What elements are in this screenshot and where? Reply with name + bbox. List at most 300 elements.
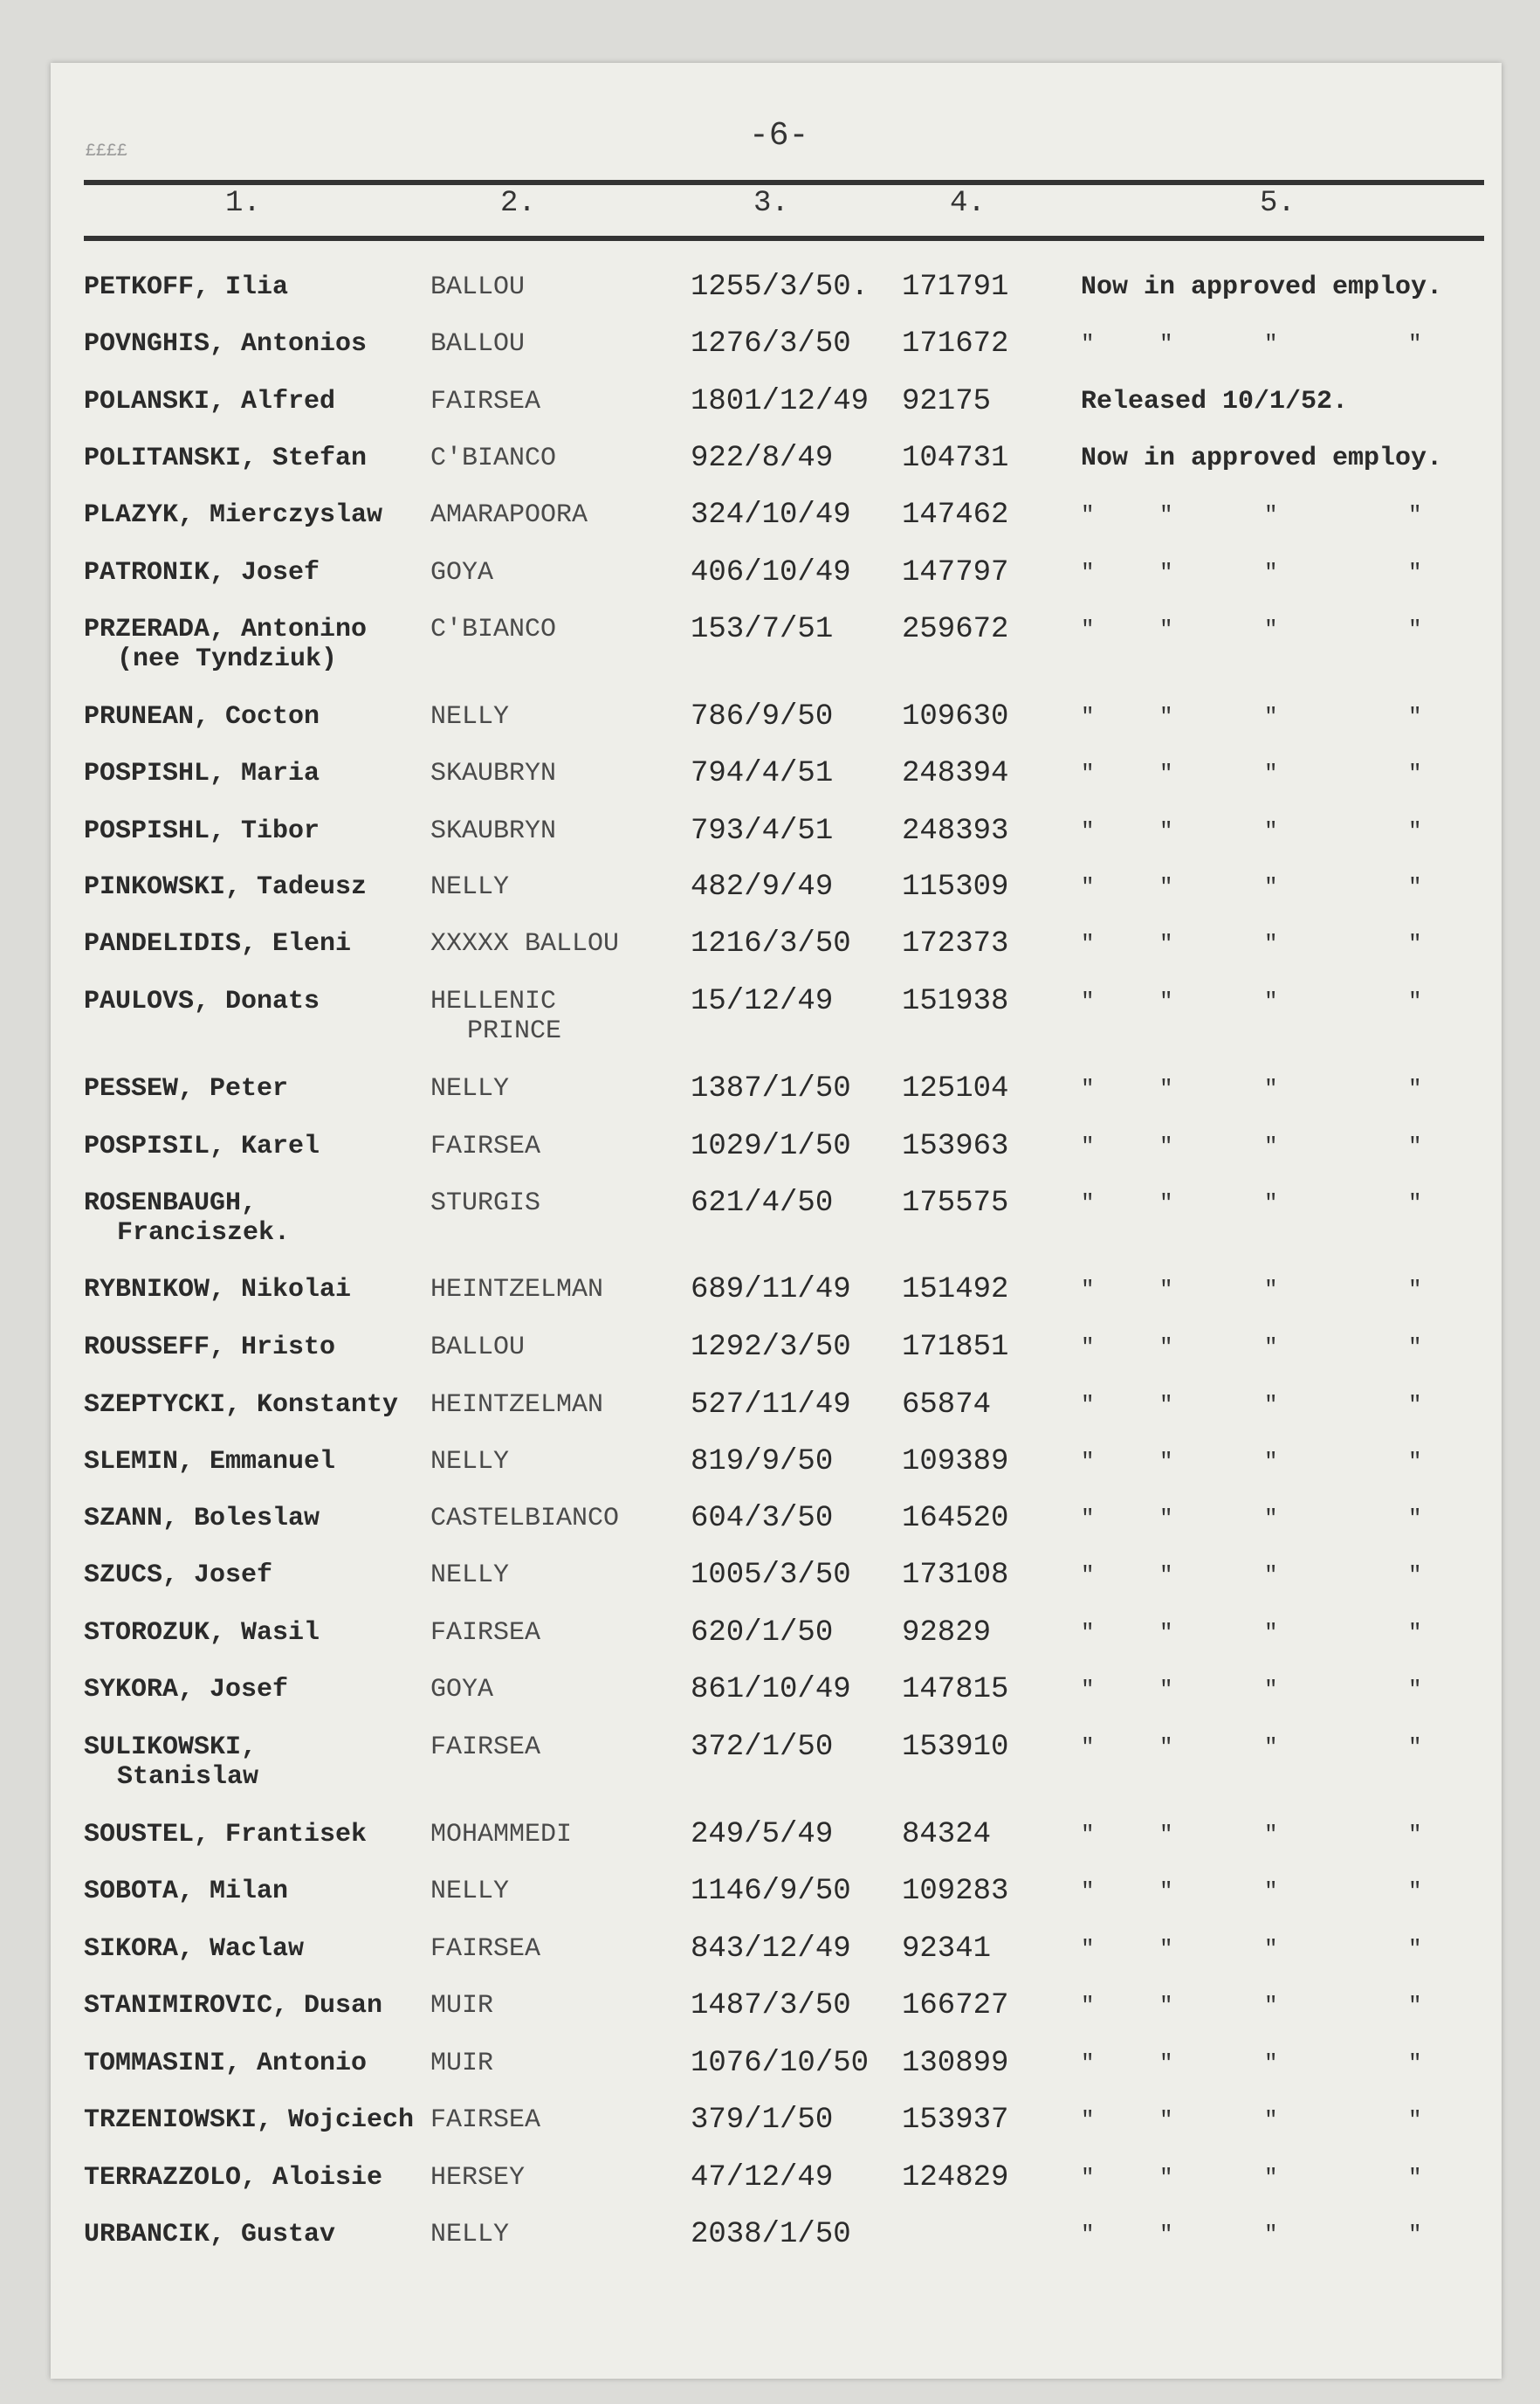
employment-status: Now in approved employ. bbox=[1081, 444, 1443, 473]
column-header-3: 3. bbox=[753, 187, 789, 220]
ship-name bbox=[430, 759, 556, 789]
registration-number: 92175 bbox=[902, 385, 992, 418]
status-ditto-mark: " bbox=[1408, 1822, 1422, 1848]
person-name bbox=[84, 2105, 414, 2135]
reference-number: 922/8/49 bbox=[691, 442, 834, 475]
ship-name-line1: HEINTZELMAN bbox=[430, 1275, 604, 1305]
registration-number: 84324 bbox=[902, 1818, 992, 1851]
status-ditto-mark: " bbox=[1264, 1878, 1278, 1905]
person-name-line1: TOMMASINI, Antonio bbox=[84, 2049, 368, 2078]
reference-number: 527/11/49 bbox=[691, 1388, 851, 1422]
status-ditto-mark: " bbox=[1264, 1562, 1278, 1588]
ship-name-line1: GOYA bbox=[430, 1675, 494, 1705]
person-name-line1: PLAZYK, Mierczyslaw bbox=[84, 500, 383, 530]
reference-number: 1255/3/50. bbox=[691, 271, 870, 304]
status-ditto-mark: " bbox=[1264, 1076, 1278, 1102]
ship-name-line1: GOYA bbox=[430, 558, 494, 588]
column-header-4: 4. bbox=[950, 187, 986, 220]
person-name-line1: URBANCIK, Gustav bbox=[84, 2220, 336, 2249]
status-ditto-mark: " bbox=[1408, 1505, 1422, 1532]
registration-number: 175575 bbox=[902, 1187, 1009, 1220]
status-ditto-mark: " bbox=[1159, 818, 1173, 844]
status-ditto: " bbox=[1081, 1822, 1095, 1848]
person-name bbox=[84, 1188, 290, 1248]
status-ditto: " bbox=[1081, 560, 1095, 586]
ship-name-line1: STURGIS bbox=[430, 1188, 541, 1218]
registration-number: 104731 bbox=[902, 442, 1009, 475]
person-name-line2: (nee Tyndziuk) bbox=[117, 644, 338, 674]
reference-number: 249/5/49 bbox=[691, 1818, 834, 1851]
status-ditto: " bbox=[1081, 1277, 1095, 1303]
status-ditto-mark: " bbox=[1159, 1190, 1173, 1216]
ship-name-line1: FAIRSEA bbox=[430, 1132, 541, 1161]
status-ditto-mark: " bbox=[1159, 616, 1173, 643]
person-name bbox=[84, 1877, 288, 1906]
reference-number: 1076/10/50 bbox=[691, 2047, 870, 2080]
person-name-line1: ROSENBAUGH, bbox=[84, 1188, 258, 1218]
ship-name bbox=[430, 702, 509, 732]
person-name bbox=[84, 872, 367, 902]
ship-name-line1: SKAUBRYN bbox=[430, 759, 557, 789]
status-ditto-mark: " bbox=[1408, 704, 1422, 730]
registration-number: 171851 bbox=[902, 1331, 1009, 1364]
ship-name-line1: NELLY bbox=[430, 872, 510, 902]
person-name-line1: PRUNEAN, Cocton bbox=[84, 702, 320, 732]
registration-number: 92341 bbox=[902, 1932, 992, 1966]
status-ditto-mark: " bbox=[1159, 1449, 1173, 1475]
status-ditto: " bbox=[1081, 761, 1095, 787]
person-name bbox=[84, 1074, 288, 1104]
status-ditto: " bbox=[1081, 1392, 1095, 1418]
person-name bbox=[84, 1732, 258, 1792]
status-ditto-mark: " bbox=[1264, 1392, 1278, 1418]
ship-name-line1: AMARAPOORA bbox=[430, 500, 588, 530]
status-ditto-mark: " bbox=[1408, 2050, 1422, 2077]
ship-name bbox=[430, 387, 540, 417]
status-ditto: " bbox=[1081, 818, 1095, 844]
reference-number: 1487/3/50 bbox=[691, 1989, 851, 2022]
ship-name-line1: BALLOU bbox=[430, 1333, 526, 1362]
page-number: -6- bbox=[749, 117, 809, 155]
reference-number: 324/10/49 bbox=[691, 499, 851, 532]
registration-number: 171672 bbox=[902, 327, 1009, 361]
ship-name-line1: NELLY bbox=[430, 2220, 510, 2249]
status-ditto-mark: " bbox=[1408, 560, 1422, 586]
ship-name bbox=[430, 615, 556, 644]
person-name-line1: TERRAZZOLO, Aloisie bbox=[84, 2163, 383, 2193]
registration-number: 153910 bbox=[902, 1731, 1009, 1764]
person-name-line1: PINKOWSKI, Tadeusz bbox=[84, 872, 368, 902]
status-ditto-mark: " bbox=[1159, 2050, 1173, 2077]
status-ditto: " bbox=[1081, 874, 1095, 900]
column-header-1: 1. bbox=[225, 187, 261, 220]
reference-number: 1801/12/49 bbox=[691, 385, 870, 418]
reference-number: 786/9/50 bbox=[691, 700, 834, 734]
person-name-line1: SIKORA, Waclaw bbox=[84, 1934, 305, 1964]
ship-name-line1: NELLY bbox=[430, 702, 510, 732]
status-ditto-mark: " bbox=[1264, 931, 1278, 957]
ship-name bbox=[430, 1560, 509, 1590]
reference-number: 153/7/51 bbox=[691, 613, 834, 646]
reference-number: 689/11/49 bbox=[691, 1273, 851, 1306]
ship-name bbox=[430, 558, 493, 588]
status-ditto: " bbox=[1081, 1334, 1095, 1360]
registration-number: 166727 bbox=[902, 1989, 1009, 2022]
person-name bbox=[84, 759, 320, 789]
person-name bbox=[84, 1333, 335, 1362]
registration-number: 109389 bbox=[902, 1445, 1009, 1478]
person-name-line1: SULIKOWSKI, bbox=[84, 1732, 258, 1762]
reference-number: 843/12/49 bbox=[691, 1932, 851, 1966]
person-name bbox=[84, 1820, 367, 1849]
status-ditto-mark: " bbox=[1159, 1620, 1173, 1646]
ship-name bbox=[430, 1132, 540, 1161]
registration-number: 151492 bbox=[902, 1273, 1009, 1306]
status-ditto: " bbox=[1081, 1133, 1095, 1160]
status-ditto: " bbox=[1081, 1936, 1095, 1962]
status-ditto: " bbox=[1081, 704, 1095, 730]
person-name-line1: POVNGHIS, Antonios bbox=[84, 329, 368, 359]
person-name bbox=[84, 1447, 335, 1477]
person-name-line1: SOUSTEL, Frantisek bbox=[84, 1820, 368, 1849]
status-ditto-mark: " bbox=[1159, 331, 1173, 357]
status-ditto-mark: " bbox=[1408, 1734, 1422, 1760]
ship-name bbox=[430, 329, 525, 359]
person-name bbox=[84, 615, 367, 674]
reference-number: 861/10/49 bbox=[691, 1673, 851, 1706]
ship-name bbox=[430, 272, 525, 302]
person-name-line1: POLITANSKI, Stefan bbox=[84, 444, 368, 473]
status-ditto-mark: " bbox=[1159, 1505, 1173, 1532]
person-name bbox=[84, 1675, 288, 1705]
registration-number: 109283 bbox=[902, 1875, 1009, 1908]
ship-name bbox=[430, 1618, 540, 1648]
person-name-line2: Stanislaw bbox=[117, 1762, 259, 1792]
person-name-line1: SOBOTA, Milan bbox=[84, 1877, 289, 1906]
status-ditto-mark: " bbox=[1408, 502, 1422, 528]
status-ditto-mark: " bbox=[1408, 1993, 1422, 2019]
status-ditto-mark: " bbox=[1159, 1993, 1173, 2019]
person-name bbox=[84, 1275, 351, 1305]
ship-name bbox=[430, 1675, 493, 1705]
ship-name bbox=[430, 500, 588, 530]
reference-number: 1029/1/50 bbox=[691, 1130, 851, 1163]
status-ditto-mark: " bbox=[1264, 704, 1278, 730]
status-ditto-mark: " bbox=[1408, 1392, 1422, 1418]
ship-name bbox=[430, 1447, 509, 1477]
person-name bbox=[84, 558, 320, 588]
ship-name bbox=[430, 1991, 493, 2021]
status-ditto-mark: " bbox=[1264, 1334, 1278, 1360]
status-ditto: " bbox=[1081, 1993, 1095, 2019]
person-name bbox=[84, 929, 351, 959]
status-ditto-mark: " bbox=[1159, 1677, 1173, 1703]
person-name-line1: PAULOVS, Donats bbox=[84, 987, 320, 1016]
ship-name-line1: CASTELBIANCO bbox=[430, 1504, 620, 1533]
ship-name-line1: HELLENIC bbox=[430, 987, 557, 1016]
ship-name-line1: C'BIANCO bbox=[430, 615, 557, 644]
ship-name-line1: NELLY bbox=[430, 1074, 510, 1104]
status-ditto: " bbox=[1081, 1076, 1095, 1102]
registration-number: 147815 bbox=[902, 1673, 1009, 1706]
ship-name-line1: FAIRSEA bbox=[430, 2105, 541, 2135]
ship-name bbox=[430, 1877, 509, 1906]
status-ditto-mark: " bbox=[1264, 1505, 1278, 1532]
registration-number: 171791 bbox=[902, 271, 1009, 304]
person-name-line1: POSPISHL, Maria bbox=[84, 759, 320, 789]
registration-number: 130899 bbox=[902, 2047, 1009, 2080]
status-ditto-mark: " bbox=[1408, 1449, 1422, 1475]
column-header-5: 5. bbox=[1260, 187, 1296, 220]
status-ditto-mark: " bbox=[1408, 1936, 1422, 1962]
registration-number: 153937 bbox=[902, 2104, 1009, 2137]
status-ditto-mark: " bbox=[1408, 761, 1422, 787]
person-name-line1: SZUCS, Josef bbox=[84, 1560, 273, 1590]
status-ditto-mark: " bbox=[1408, 2165, 1422, 2191]
ship-name-line2: PRINCE bbox=[467, 1016, 562, 1046]
status-ditto-mark: " bbox=[1408, 2221, 1422, 2248]
status-ditto: " bbox=[1081, 1190, 1095, 1216]
ship-name bbox=[430, 2163, 525, 2193]
status-ditto-mark: " bbox=[1264, 988, 1278, 1015]
column-header-2: 2. bbox=[500, 187, 536, 220]
reference-number: 406/10/49 bbox=[691, 556, 851, 589]
ship-name bbox=[430, 816, 556, 846]
registration-number: 92829 bbox=[902, 1616, 992, 1650]
reference-number: 2038/1/50 bbox=[691, 2218, 851, 2251]
reference-number: 819/9/50 bbox=[691, 1445, 834, 1478]
status-ditto-mark: " bbox=[1408, 331, 1422, 357]
ship-name bbox=[430, 1390, 603, 1420]
status-ditto: " bbox=[1081, 1449, 1095, 1475]
person-name-line2: Franciszek. bbox=[117, 1218, 291, 1248]
status-ditto-mark: " bbox=[1408, 1878, 1422, 1905]
ship-name-line1: NELLY bbox=[430, 1560, 510, 1590]
ship-name-line1: FAIRSEA bbox=[430, 1732, 541, 1762]
reference-number: 15/12/49 bbox=[691, 985, 834, 1018]
status-ditto-mark: " bbox=[1159, 988, 1173, 1015]
status-ditto-mark: " bbox=[1408, 1677, 1422, 1703]
person-name-line1: PRZERADA, Antonino bbox=[84, 615, 368, 644]
person-name bbox=[84, 329, 367, 359]
person-name-line1: SZEPTYCKI, Konstanty bbox=[84, 1390, 399, 1420]
ship-name bbox=[430, 987, 561, 1046]
ship-name bbox=[430, 1820, 572, 1849]
status-ditto: " bbox=[1081, 616, 1095, 643]
status-ditto-mark: " bbox=[1159, 2221, 1173, 2248]
person-name bbox=[84, 1390, 398, 1420]
ship-name-line1: C'BIANCO bbox=[430, 444, 557, 473]
person-name bbox=[84, 816, 320, 846]
person-name-line1: STANIMIROVIC, Dusan bbox=[84, 1991, 383, 2021]
corner-mark: ££££ bbox=[86, 141, 128, 162]
status-ditto-mark: " bbox=[1408, 931, 1422, 957]
status-ditto-mark: " bbox=[1408, 1277, 1422, 1303]
status-ditto-mark: " bbox=[1264, 1133, 1278, 1160]
reference-number: 1387/1/50 bbox=[691, 1072, 851, 1106]
status-ditto-mark: " bbox=[1264, 1936, 1278, 1962]
person-name-line1: POSPISHL, Tibor bbox=[84, 816, 320, 846]
status-ditto: " bbox=[1081, 988, 1095, 1015]
registration-number: 164520 bbox=[902, 1502, 1009, 1535]
status-ditto-mark: " bbox=[1408, 988, 1422, 1015]
status-ditto: " bbox=[1081, 502, 1095, 528]
registration-number: 248393 bbox=[902, 815, 1009, 848]
status-ditto-mark: " bbox=[1159, 2165, 1173, 2191]
person-name-line1: ROUSSEFF, Hristo bbox=[84, 1333, 336, 1362]
person-name bbox=[84, 1934, 304, 1964]
ship-name-line1: HERSEY bbox=[430, 2163, 526, 2193]
registration-number: 173108 bbox=[902, 1559, 1009, 1592]
person-name bbox=[84, 2163, 382, 2193]
status-ditto-mark: " bbox=[1159, 1822, 1173, 1848]
person-name bbox=[84, 2049, 367, 2078]
person-name bbox=[84, 444, 367, 473]
person-name bbox=[84, 387, 335, 417]
ship-name bbox=[430, 1074, 509, 1104]
ship-name-line1: BALLOU bbox=[430, 272, 526, 302]
reference-number: 1005/3/50 bbox=[691, 1559, 851, 1592]
status-ditto-mark: " bbox=[1264, 1277, 1278, 1303]
person-name bbox=[84, 987, 320, 1016]
status-ditto-mark: " bbox=[1408, 1190, 1422, 1216]
status-ditto-mark: " bbox=[1159, 1562, 1173, 1588]
status-ditto-mark: " bbox=[1264, 1190, 1278, 1216]
ship-name-line1: SKAUBRYN bbox=[430, 816, 557, 846]
person-name bbox=[84, 702, 320, 732]
person-name bbox=[84, 1132, 320, 1161]
reference-number: 1276/3/50 bbox=[691, 327, 851, 361]
ship-name-line1: NELLY bbox=[430, 1877, 510, 1906]
status-ditto-mark: " bbox=[1159, 560, 1173, 586]
status-ditto-mark: " bbox=[1159, 704, 1173, 730]
person-name bbox=[84, 1560, 272, 1590]
status-ditto-mark: " bbox=[1159, 1076, 1173, 1102]
registration-number: 153963 bbox=[902, 1130, 1009, 1163]
status-ditto-mark: " bbox=[1159, 1936, 1173, 1962]
ship-name-line1: FAIRSEA bbox=[430, 387, 541, 417]
status-ditto-mark: " bbox=[1159, 1277, 1173, 1303]
registration-number: 124829 bbox=[902, 2161, 1009, 2194]
person-name-line1: PANDELIDIS, Eleni bbox=[84, 929, 352, 959]
status-ditto: " bbox=[1081, 1620, 1095, 1646]
person-name bbox=[84, 500, 382, 530]
person-name-line1: SZANN, Boleslaw bbox=[84, 1504, 320, 1533]
ship-name bbox=[430, 2220, 509, 2249]
person-name bbox=[84, 2220, 335, 2249]
reference-number: 620/1/50 bbox=[691, 1616, 834, 1650]
status-ditto-mark: " bbox=[1264, 1449, 1278, 1475]
status-ditto-mark: " bbox=[1408, 1133, 1422, 1160]
ship-name-line1: BALLOU bbox=[430, 329, 526, 359]
status-ditto-mark: " bbox=[1408, 1076, 1422, 1102]
registration-number: 248394 bbox=[902, 757, 1009, 790]
person-name-line1: TRZENIOWSKI, Wojciech bbox=[84, 2105, 415, 2135]
status-ditto-mark: " bbox=[1408, 874, 1422, 900]
ship-name bbox=[430, 2049, 493, 2078]
status-ditto: " bbox=[1081, 1734, 1095, 1760]
ship-name-line1: MOHAMMEDI bbox=[430, 1820, 573, 1849]
status-ditto: " bbox=[1081, 2221, 1095, 2248]
status-ditto: " bbox=[1081, 931, 1095, 957]
status-ditto-mark: " bbox=[1264, 1734, 1278, 1760]
status-ditto: " bbox=[1081, 331, 1095, 357]
ship-name bbox=[430, 1275, 603, 1305]
status-ditto-mark: " bbox=[1264, 2107, 1278, 2133]
status-ditto-mark: " bbox=[1159, 1734, 1173, 1760]
status-ditto: " bbox=[1081, 2050, 1095, 2077]
status-ditto-mark: " bbox=[1159, 874, 1173, 900]
person-name-line1: SYKORA, Josef bbox=[84, 1675, 289, 1705]
status-ditto-mark: " bbox=[1264, 560, 1278, 586]
header-rule-bottom bbox=[84, 236, 1484, 241]
status-ditto-mark: " bbox=[1264, 1993, 1278, 2019]
ship-name bbox=[430, 1333, 525, 1362]
person-name-line1: PESSEW, Peter bbox=[84, 1074, 289, 1104]
status-ditto-mark: " bbox=[1408, 616, 1422, 643]
reference-number: 47/12/49 bbox=[691, 2161, 834, 2194]
status-ditto-mark: " bbox=[1264, 2221, 1278, 2248]
ship-name bbox=[430, 872, 509, 902]
status-ditto-mark: " bbox=[1159, 1392, 1173, 1418]
ship-name-line1: XXXXX BALLOU bbox=[430, 929, 620, 959]
person-name bbox=[84, 1504, 320, 1533]
ship-name bbox=[430, 2105, 540, 2135]
person-name bbox=[84, 272, 288, 302]
reference-number: 372/1/50 bbox=[691, 1731, 834, 1764]
ship-name bbox=[430, 929, 619, 959]
status-ditto: " bbox=[1081, 2107, 1095, 2133]
registration-number: 151938 bbox=[902, 985, 1009, 1018]
registration-number: 172373 bbox=[902, 927, 1009, 961]
status-ditto-mark: " bbox=[1159, 761, 1173, 787]
status-ditto-mark: " bbox=[1264, 1620, 1278, 1646]
person-name-line1: SLEMIN, Emmanuel bbox=[84, 1447, 336, 1477]
ship-name-line1: FAIRSEA bbox=[430, 1618, 541, 1648]
person-name bbox=[84, 1618, 320, 1648]
ship-name bbox=[430, 1188, 540, 1218]
status-ditto-mark: " bbox=[1264, 1822, 1278, 1848]
status-ditto-mark: " bbox=[1264, 1677, 1278, 1703]
status-ditto-mark: " bbox=[1408, 1620, 1422, 1646]
reference-number: 482/9/49 bbox=[691, 871, 834, 904]
ship-name bbox=[430, 1732, 540, 1762]
person-name-line1: POSPISIL, Karel bbox=[84, 1132, 320, 1161]
header-rule-top bbox=[84, 180, 1484, 185]
reference-number: 1292/3/50 bbox=[691, 1331, 851, 1364]
status-ditto-mark: " bbox=[1408, 1562, 1422, 1588]
registration-number: 115309 bbox=[902, 871, 1009, 904]
status-ditto-mark: " bbox=[1264, 2165, 1278, 2191]
ship-name bbox=[430, 1504, 619, 1533]
person-name-line1: RYBNIKOW, Nikolai bbox=[84, 1275, 352, 1305]
registration-number: 65874 bbox=[902, 1388, 992, 1422]
status-ditto-mark: " bbox=[1264, 761, 1278, 787]
status-ditto-mark: " bbox=[1264, 818, 1278, 844]
employment-status: Now in approved employ. bbox=[1081, 272, 1443, 302]
registration-number: 125104 bbox=[902, 1072, 1009, 1106]
status-ditto: " bbox=[1081, 1562, 1095, 1588]
status-ditto-mark: " bbox=[1159, 931, 1173, 957]
status-ditto-mark: " bbox=[1408, 1334, 1422, 1360]
status-ditto-mark: " bbox=[1264, 874, 1278, 900]
employment-status: Released 10/1/52. bbox=[1081, 387, 1349, 417]
person-name bbox=[84, 1991, 382, 2021]
status-ditto: " bbox=[1081, 1878, 1095, 1905]
status-ditto-mark: " bbox=[1264, 502, 1278, 528]
registration-number: 259672 bbox=[902, 613, 1009, 646]
reference-number: 793/4/51 bbox=[691, 815, 834, 848]
